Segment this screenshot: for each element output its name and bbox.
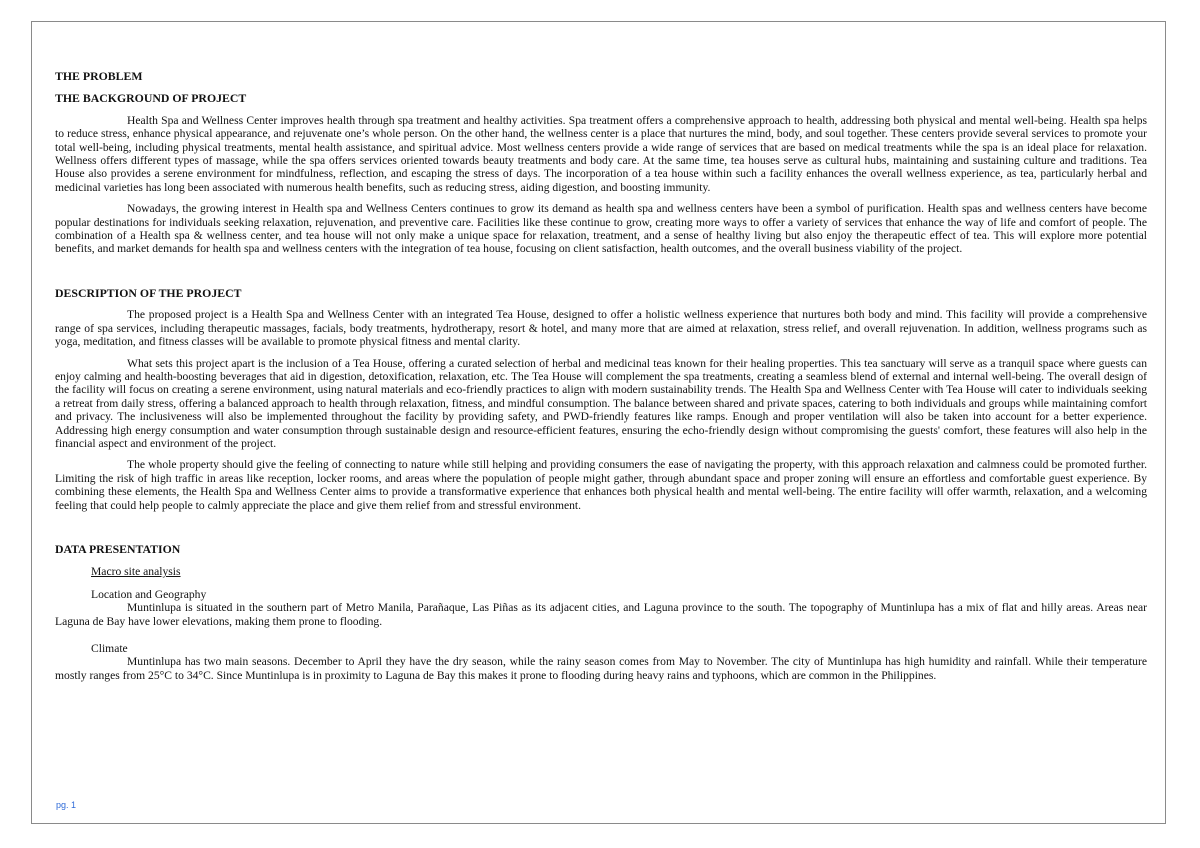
background-paragraph: Nowadays, the growing interest in Health spa and Wellness Centers continues to grow its demand as health spa and wellness centers have been a symbol of purification. Health spas and wellness centers have become popular destinations for individuals seeking relaxation, rejuvenation, and preventive care. Facilities like these continue to grow, creating more ways to offer a variety of services that enhance the way of life and comfort of people. The combination of a Health spa & wellness center, and tea house will not only make a unique space for relaxation, treatment, and a sense of healthy living but also enjoy the therapeutic effect of tea. This will explore more potential benefits, and market demands for health spa and wellness centers with the integration of tea house, focusing on client satisfaction, health outcomes, and the overall business viability of the project. xyxy=(55,202,1147,256)
location-paragraph: Muntinlupa is situated in the southern part of Metro Manila, Parañaque, Las Piñas as its adjacent cities, and Laguna province to the south. The topography of Muntinlupa has a mix of flat and hilly areas. Areas near Laguna de Bay have lower elevations, making them prone to flooding. xyxy=(55,601,1147,628)
document-body xyxy=(55,70,1147,682)
location-title: Location and Geography xyxy=(91,587,207,601)
page-number: pg. 1 xyxy=(56,800,77,810)
climate-title: Climate xyxy=(91,642,128,655)
background-heading: THE BACKGROUND OF PROJECT xyxy=(55,91,247,106)
description-paragraph: What sets this project apart is the inclusion of a Tea House, offering a curated selection of herbal and medicinal teas known for their healing properties. This tea sanctuary will serve as a tranquil space where guests can enjoy calming and health-boosting beverages that aid in digestion, detoxification, relaxation, etc. The Tea House will complement the spa treatments, creating a seamless blend of external and internal well-being. The overall design of the facility will focus on creating a serene environment, using natural materials and eco-friendly practices to align with modern sustainability trends. The Health Spa and Wellness Center with Tea House will cater to individuals seeking a retreat from daily stress, offering a balanced approach to health through relaxation, fitness, and mindful consumption. The balance between shared and private spaces, catering to both individuals and groups while maintaining comfort and privacy. The inclusiveness will also be implemented throughout the facility by providing safety, and PWD-friendly features like ramps. Enough and proper ventilation will also be taken into account for a better experience. Addressing high energy consumption and water consumption through sustainable design and resource-efficient features, ensuring the echo-friendly design without compromising the guests' comfort, these features will also help in the financial aspect and environment of the project. xyxy=(55,356,1147,450)
description-heading: DESCRIPTION OF THE PROJECT xyxy=(55,285,242,300)
description-paragraph: The whole property should give the feeling of connecting to nature while still helping and providing consumers the ease of navigating the property, with this approach relaxation and calmness could be promoted further. Limiting the risk of high traffic in areas like reception, locker rooms, and areas where the population of people might gather, through abundant space and proper zoning will ensure an effortless and comfortable guest experience. By combining these elements, the Health Spa and Wellness Center aims to provide a transformative experience that enhances both physical health and mental well-being. The entire facility will offer warmth, relaxation, and a welcoming feeling that could help people to calmly appreciate the place and give them relief from and stressful environment. xyxy=(55,458,1147,512)
description-paragraph: The proposed project is a Health Spa and Wellness Center with an integrated Tea House, designed to offer a holistic wellness experience that nurtures both body and mind. This facility will provide a comprehensive range of spa services, including therapeutic massages, facials, body treatments, hydrotherapy, resort & hotel, and many more that are aimed at relaxation, stress relief, and overall rejuvenation. In addition, wellness programs such as yoga, meditation, and fitness classes will be available to promote physical fitness and mental clarity. xyxy=(55,308,1147,349)
background-paragraph: Health Spa and Wellness Center improves health through spa treatment and healthy activities. Spa treatment offers a comprehensive approach to health, addressing both physical and mental well-being. Health spa helps to reduce stress, enhance physical appearance, and rejuvenate one’s whole person. On the other hand, the wellness center is a place that nurtures the mind, body, and soul together. These centers provide several services to promote your total well-being, including physical treatments, mental health assistance, and spiritual advice. Most wellness centers provide a wide range of services that are based on medical treatments while the spa is an ideal place for relaxation. Wellness offers different types of massage, while the spa offers services oriented towards beauty treatments and body care. At the same time, tea houses serve as cultural hubs, maintaining and sustaining culture and traditions. Tea House also provides a serene environment for mindfulness, reflection, and escaping the stress of days. The incorporation of a tea house within such a facility enhances the overall wellness experience, as tea, particularly herbal and medicinal varieties has long been associated with numerous health benefits, such as reducing stress, aiding digestion, and boosting immunity. xyxy=(55,113,1147,194)
problem-heading: THE PROBLEM xyxy=(55,69,143,83)
climate-paragraph: Muntinlupa has two main seasons. December to April they have the dry season, while the rainy season comes from May to November. The city of Muntinlupa has high humidity and rainfall. While their temperature mostly ranges from 25°C to 34°C. Since Muntinlupa is in proximity to Laguna de Bay this makes it prone to flooding during heavy rains and typhoons, which are common in the Philippines. xyxy=(55,655,1147,682)
data-presentation-heading: DATA PRESENTATION xyxy=(55,541,181,556)
macro-site-analysis-subheading: Macro site analysis xyxy=(91,565,181,579)
